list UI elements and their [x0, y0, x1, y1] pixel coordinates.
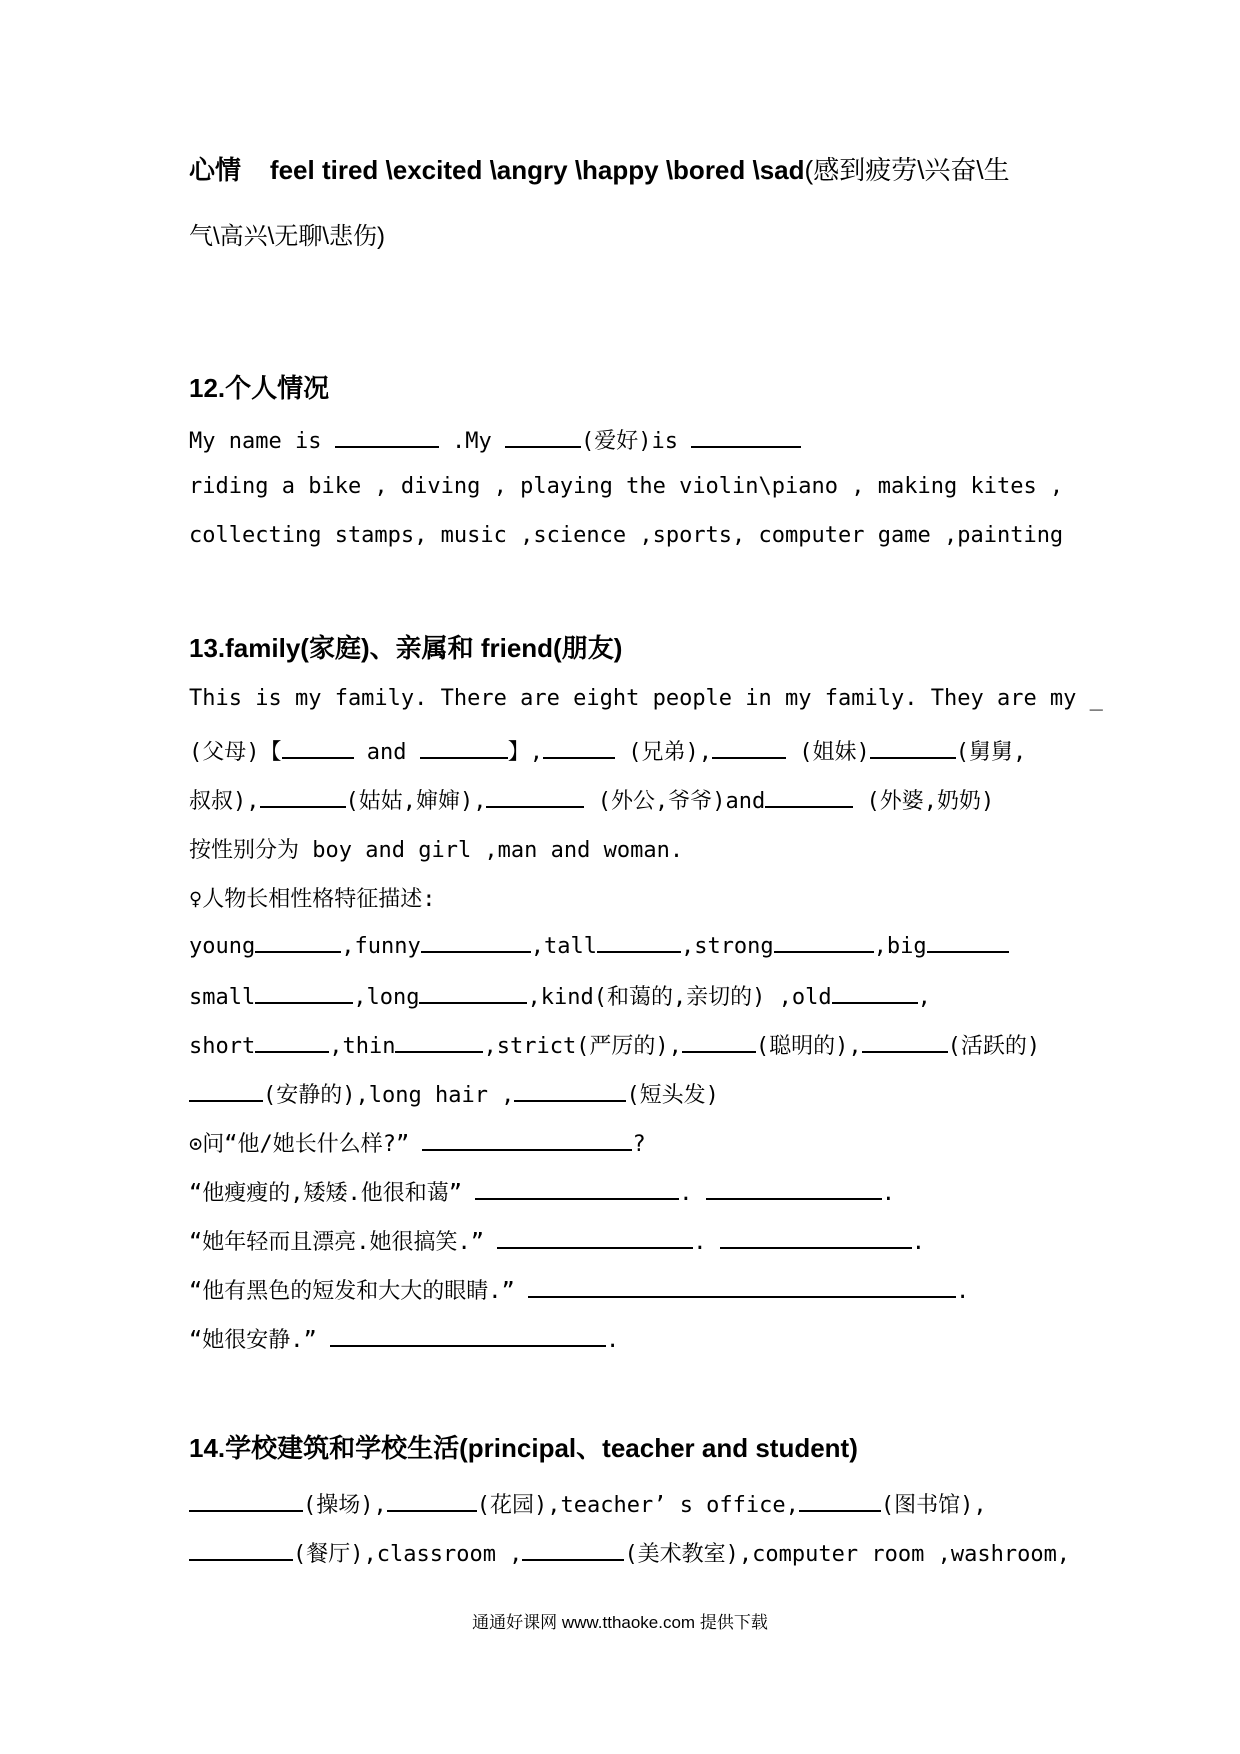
mood-line-1 [189, 150, 1010, 187]
fill-blank[interactable] [528, 1276, 956, 1298]
text-segment: (爱好)is [580, 429, 678, 454]
section-13-line-2 [189, 735, 1026, 766]
text-segment: ,big [873, 934, 927, 959]
text-segment: ,tall [530, 934, 597, 959]
fill-blank[interactable] [189, 1490, 303, 1512]
fill-blank[interactable] [387, 1490, 477, 1512]
fill-blank[interactable] [419, 982, 527, 1004]
fill-blank[interactable] [189, 1539, 293, 1561]
section-13-line-6 [189, 931, 1009, 959]
fill-blank[interactable] [497, 1227, 693, 1249]
fill-blank[interactable] [505, 426, 581, 448]
text-segment: (操场), [303, 1493, 387, 1518]
text-segment: (外公,爷爷)and [584, 789, 766, 814]
page-footer: 通通好课网 www.tthaoke.com 提供下载 [472, 1613, 768, 1632]
mood-line-2: 气\高兴\无聊\悲伤) [189, 223, 385, 250]
text-segment: 叔叔), [189, 789, 260, 814]
text-segment: .My [451, 429, 492, 454]
text-segment: small [189, 985, 256, 1010]
text-segment: . [606, 1328, 620, 1353]
text-segment: (兄弟), [614, 740, 712, 765]
text-segment: young [189, 934, 256, 959]
text-segment: . [679, 1181, 693, 1206]
fill-blank[interactable] [514, 1080, 626, 1102]
fill-blank[interactable] [870, 737, 956, 759]
text-segment: “她年轻而且漂亮.她很搞笑.” [189, 1230, 484, 1255]
section-12-line-2: riding a bike , diving , playing the violin\piano , making kites , [189, 474, 1064, 499]
text-segment: (花园),teacher’ s office, [476, 1493, 799, 1518]
mood-english: feel tired \excited \angry \happy \bored \sad [269, 155, 805, 185]
fill-blank[interactable] [420, 737, 508, 759]
text-segment: (父母)【 [189, 740, 282, 765]
question-line-2 [189, 1176, 895, 1207]
text-segment: ,thin [329, 1034, 396, 1059]
fill-blank[interactable] [543, 737, 615, 759]
text-segment: ⊙问“他/她长什么样?” [189, 1132, 410, 1157]
text-segment: ,long [353, 985, 420, 1010]
mood-chinese: (感到疲劳\兴奋\生 [804, 155, 1010, 185]
section-13-line-8 [189, 1029, 1040, 1060]
section-12-heading: 12.个人情况 [189, 373, 330, 403]
fill-blank[interactable] [260, 786, 346, 808]
text-segment: ,strong [680, 934, 774, 959]
fill-blank[interactable] [255, 982, 353, 1004]
fill-blank[interactable] [335, 426, 439, 448]
fill-blank[interactable] [282, 737, 354, 759]
text-segment: ,strict(严厉的), [483, 1034, 682, 1059]
fill-blank[interactable] [832, 982, 918, 1004]
section-13-heading: 13.family(家庭)、亲属和 friend(朋友) [189, 633, 623, 663]
text-segment: (美术教室),computer room ,washroom, [624, 1542, 1071, 1567]
fill-blank[interactable] [706, 1178, 882, 1200]
text-segment: “他有黑色的短发和大大的眼睛.” [189, 1279, 515, 1304]
text-segment: (图书馆), [880, 1493, 987, 1518]
text-segment: and [353, 740, 420, 765]
section-13-line-3 [189, 784, 994, 815]
section-13-line-1: This is my family. There are eight people in my family. They are my _ [189, 686, 1103, 711]
text-segment: (活跃的) [947, 1034, 1041, 1059]
section-13-line-7 [189, 980, 931, 1011]
fill-blank[interactable] [927, 931, 1009, 953]
fill-blank[interactable] [712, 737, 786, 759]
text-segment: (舅舅, [955, 740, 1027, 765]
fill-blank[interactable] [774, 931, 874, 953]
section-14-heading: 14.学校建筑和学校生活(principal、teacher and student) [189, 1433, 858, 1463]
fill-blank[interactable] [475, 1178, 679, 1200]
fill-blank[interactable] [597, 931, 681, 953]
fill-blank[interactable] [799, 1490, 881, 1512]
text-segment: (外婆,奶奶) [853, 789, 995, 814]
question-line-5 [189, 1323, 619, 1354]
text-segment: (短头发) [626, 1083, 719, 1108]
fill-blank[interactable] [330, 1325, 606, 1347]
section-13-line-9 [189, 1078, 719, 1109]
text-segment: , [917, 985, 931, 1010]
fill-blank[interactable] [486, 786, 584, 808]
fill-blank[interactable] [255, 1031, 329, 1053]
fill-blank[interactable] [189, 1080, 263, 1102]
fill-blank[interactable] [422, 1129, 632, 1151]
question-line-4 [189, 1274, 969, 1305]
question-line-1 [189, 1127, 646, 1158]
section-13-line-4: 按性别分为 boy and girl ,man and woman. [189, 838, 684, 863]
text-segment: (安静的),long hair , [263, 1083, 515, 1108]
text-segment: (餐厅),classroom , [293, 1542, 523, 1567]
section-12-line-3: collecting stamps, music ,science ,sports, computer game ,painting [189, 523, 1064, 548]
text-segment: ? [632, 1132, 646, 1157]
text-segment: . [693, 1230, 707, 1255]
fill-blank[interactable] [862, 1031, 948, 1053]
text-segment: . [956, 1279, 970, 1304]
text-segment: . [881, 1181, 895, 1206]
fill-blank[interactable] [765, 786, 853, 808]
fill-blank[interactable] [691, 426, 801, 448]
fill-blank[interactable] [255, 931, 341, 953]
text-segment: “他瘦瘦的,矮矮.他很和蔼” [189, 1181, 462, 1206]
text-segment: My name is [189, 429, 322, 454]
question-line-3 [189, 1225, 925, 1256]
text-segment: (姑姑,婶婶), [345, 789, 487, 814]
fill-blank[interactable] [421, 931, 531, 953]
text-segment: short [189, 1034, 256, 1059]
text-segment: (聪明的), [755, 1034, 862, 1059]
fill-blank[interactable] [522, 1539, 624, 1561]
section-12-line-1 [189, 424, 801, 455]
section-14-line-2 [189, 1537, 1070, 1568]
text-segment: (姐妹) [785, 740, 870, 765]
mood-label: 心情 [189, 155, 242, 185]
fill-blank[interactable] [720, 1227, 912, 1249]
text-segment: 】, [507, 740, 543, 765]
text-segment: ,funny [341, 934, 421, 959]
fill-blank[interactable] [395, 1031, 483, 1053]
fill-blank[interactable] [682, 1031, 756, 1053]
text-segment: . [911, 1230, 925, 1255]
section-14-line-1 [189, 1488, 987, 1519]
text-segment: “她很安静.” [189, 1328, 317, 1353]
section-13-line-5: ♀人物长相性格特征描述: [189, 887, 436, 912]
text-segment: ,kind(和蔼的,亲切的) ,old [527, 985, 832, 1010]
